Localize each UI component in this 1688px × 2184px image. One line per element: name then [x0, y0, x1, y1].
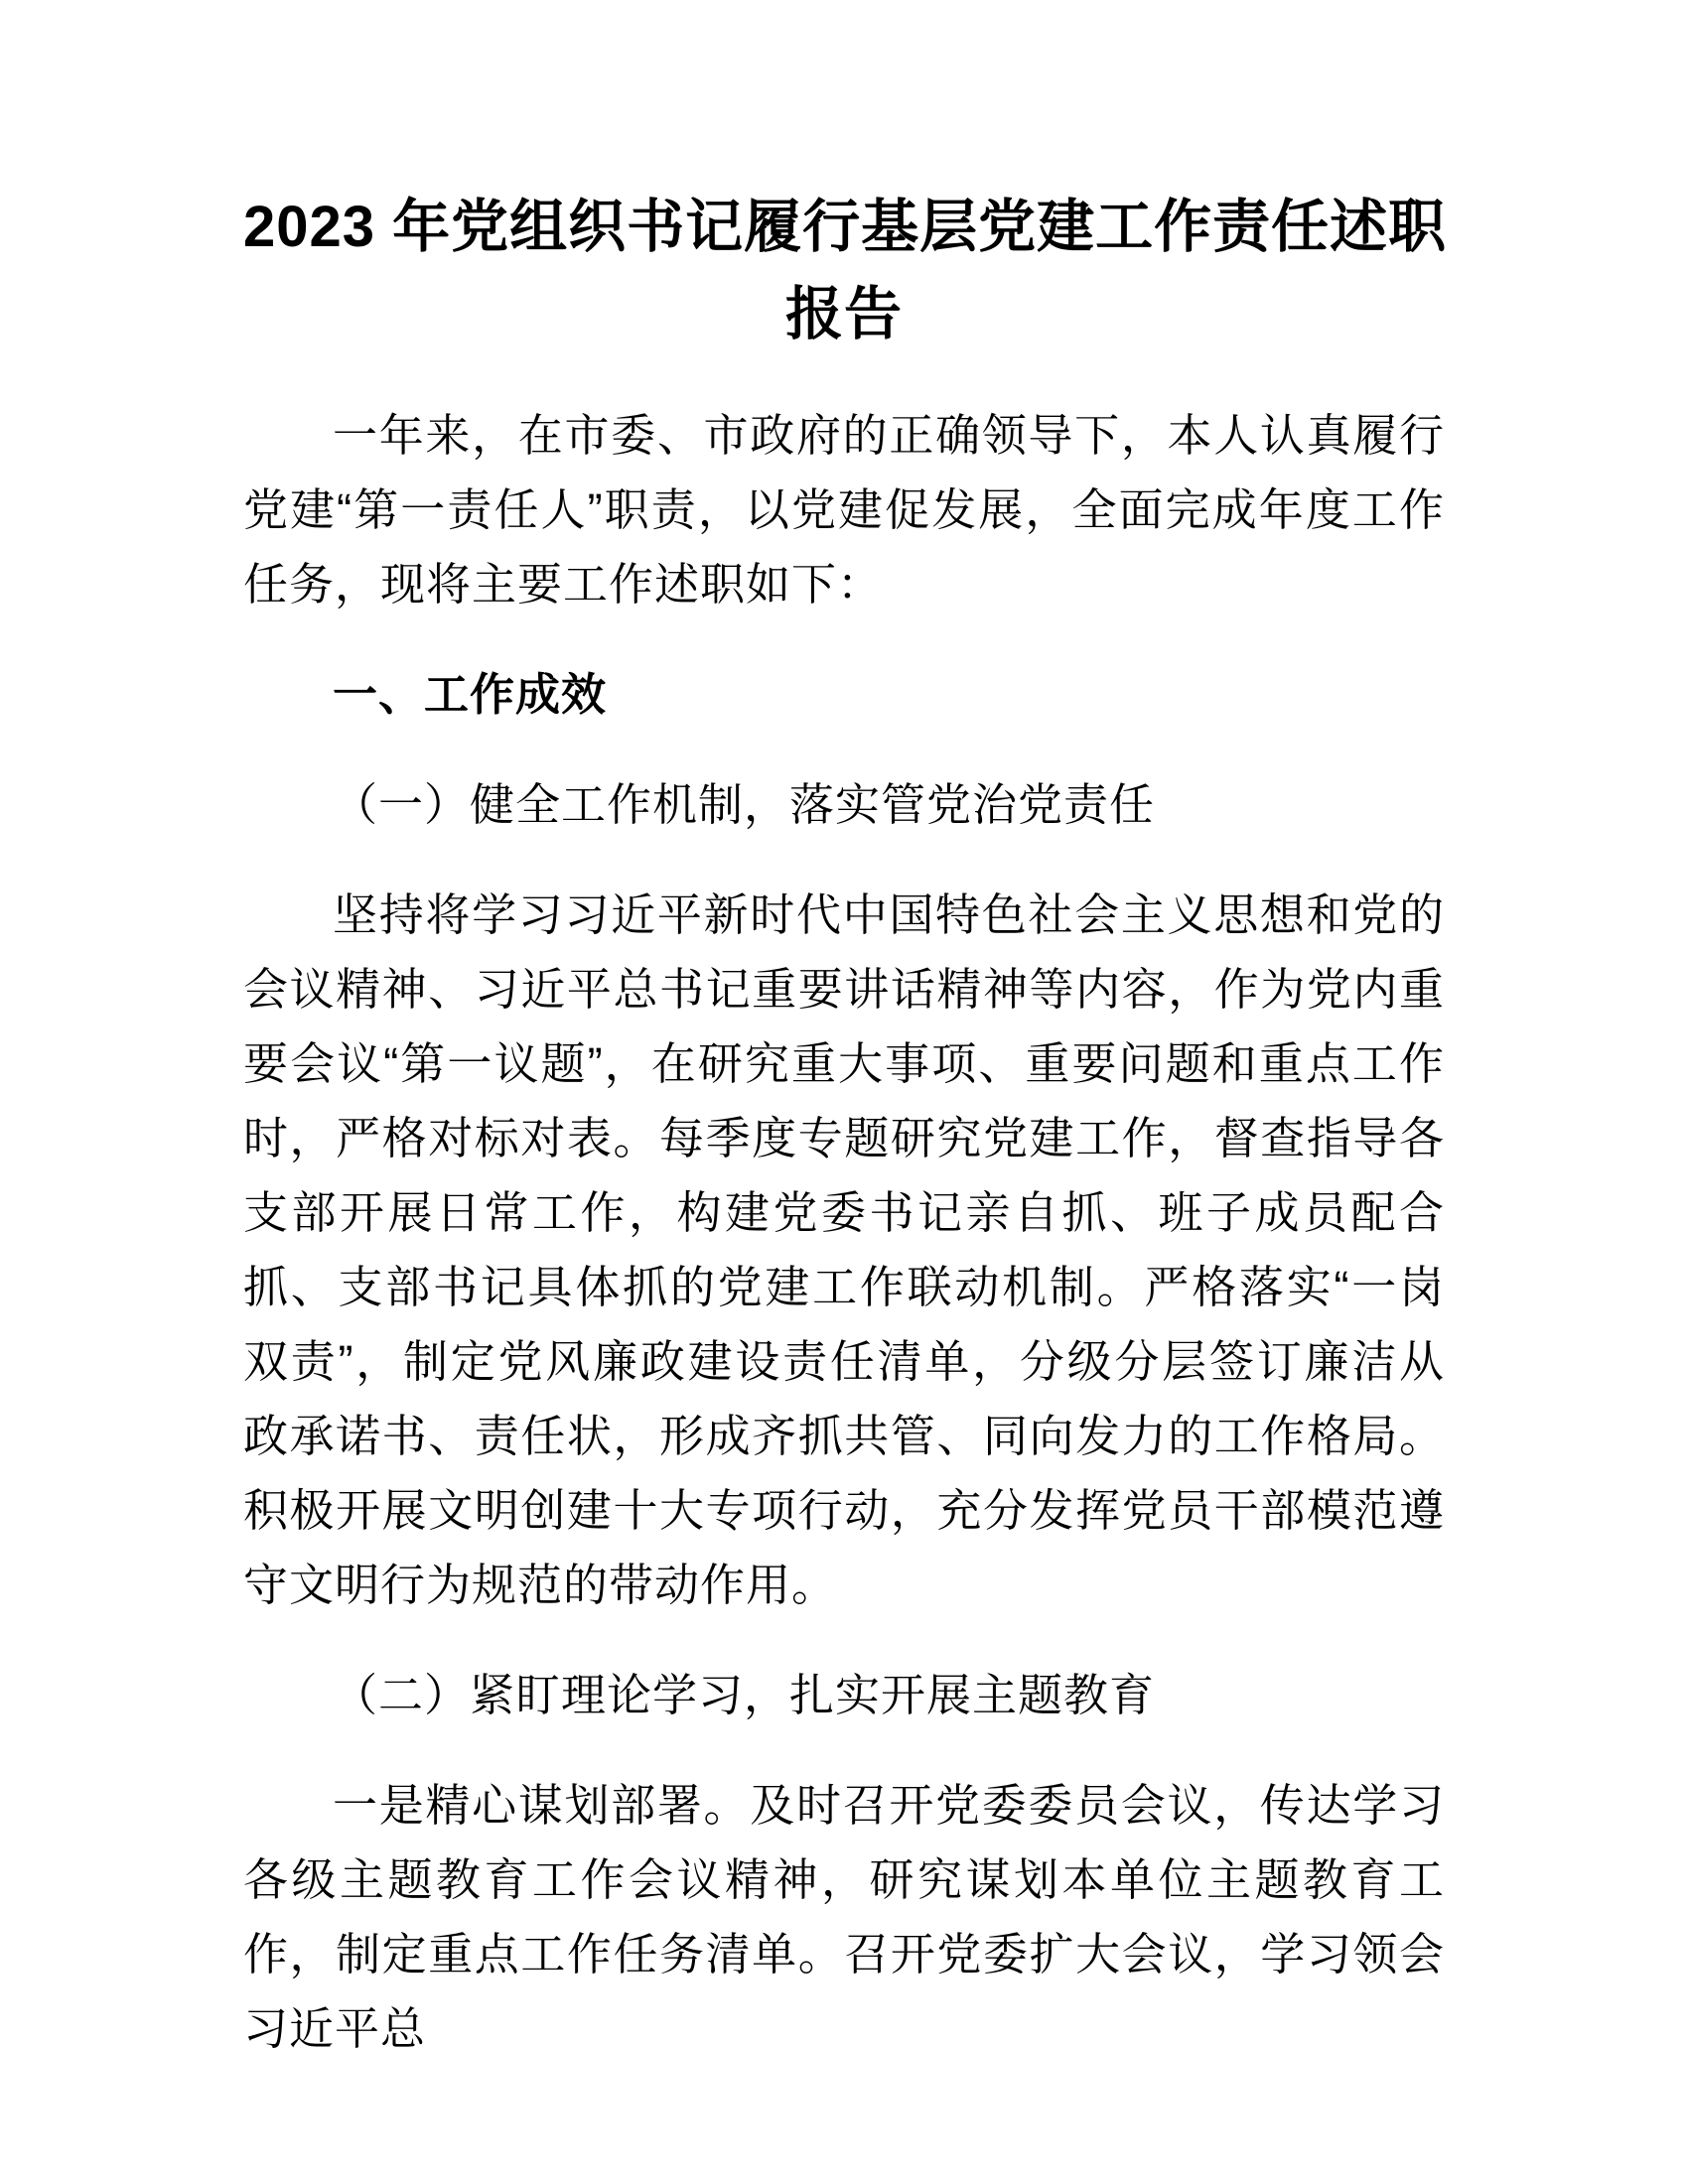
title-line-1: 2023 年党组织书记履行基层党建工作责任述职: [243, 195, 1448, 259]
subsection-heading: （二）紧盯理论学习，扎实开展主题教育: [333, 1670, 1156, 1720]
paragraph: 坚持将学习习近平新时代中国特色社会主义思想和党的会议精神、习近平总书记重要讲话精神等内容，作为党内重要会议“第一议题”，在研究重大事项、重要问题和重点工作时，严格对标对表。每季度专题研究党建工作，督查指导各支部开展日常工作，构建党委书记亲自抓、班子成员配合抓、支部书记具体抓的党建工作联动机制。严格落实“一岗双责”，制定党风廉政建设责任清单，分级分层签订廉洁从政承诺书、责任状，形成齐抓共管、同向发力的工作格局。积极开展文明创建十大专项行动，充分发挥党员干部模范遵守文明行为规范的带动作用。: [243, 889, 1445, 1610]
subsection-heading: （一）健全工作机制，落实管党治党责任: [333, 779, 1156, 830]
paragraph: 一年来，在市委、市政府的正确领导下，本人认真履行党建“第一责任人”职责，以党建促发展，全面完成年度工作任务，现将主要工作述职如下：: [243, 410, 1445, 610]
document-title: [243, 184, 1448, 358]
document-blocks: [243, 398, 1445, 2066]
paragraph: 一是精心谋划部署。及时召开党委委员会议，传达学习各级主题教育工作会议精神，研究谋划本单位主题教育工作，制定重点工作任务清单。召开党委扩大会议，学习领会习近平总: [243, 1780, 1445, 2054]
title-line-2: 报告: [784, 282, 903, 346]
section-heading: 一、工作成效: [333, 669, 608, 720]
